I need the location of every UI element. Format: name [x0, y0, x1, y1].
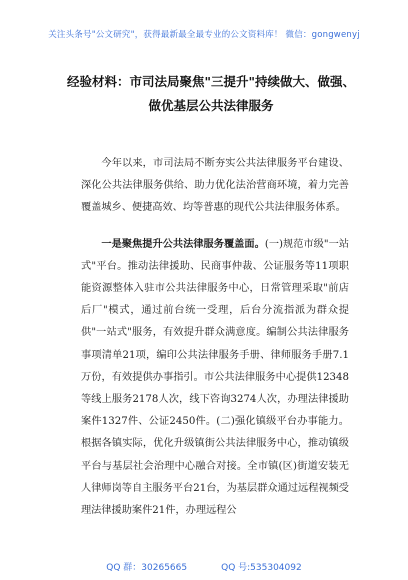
document-title: 经验材料：市司法局聚焦"三提升"持续做大、做强、做优基层公共法律服务	[66, 74, 356, 113]
footer-contact	[0, 560, 408, 573]
section-one-text: (一)规范市级"一站式"平台。推动法律援助、民商事仲裁、公证服务等11项职能资源整体入驻市公共法律服务中心，日常管理采取"前店后厂"模式，通过前台统一受理，后台分流指派为群众提供"一站式"服务，有效提升群众满意度。编制公共法律服务事项清单21项，编印公共法律服务手册、律师服务手册7.1万份，有效提供办事指引。市公共法律服务中心提供12348等线上服务2178人次，线下咨询3274人次，办理法律援助案件1327件、公证2450件。(二)强化镇级平台办事能力。根据各镇实际，优化升级镇街公共法律服务中心，推动镇级平台与基层社会治理中心融合对接。全市镇(区)街道安装无人律师岗等自主服务平台21台，为基层群众通过远程视频受理法律援助案件21件，办理远程公	[81, 238, 349, 517]
paragraph-section-one	[81, 234, 349, 523]
footer-qq-number: QQ 号:535304092	[221, 563, 302, 573]
document-body	[81, 153, 349, 522]
footer-qq-group: QQ 群：30265665	[106, 563, 188, 573]
header-note: 关注头条号"公文研究"，获得最新最全最专业的公文资料库！ 微信：gongwenyj	[48, 30, 360, 40]
section-one-heading: 一是聚焦提升公共法律服务覆盖面。	[101, 238, 265, 250]
paragraph-intro: 今年以来，市司法局不断夯实公共法律服务平台建设、深化公共法律服务供给、助力优化法治营商环境，着力完善覆盖城乡、便捷高效、均等普惠的现代公共法律服务体系。	[81, 158, 349, 214]
